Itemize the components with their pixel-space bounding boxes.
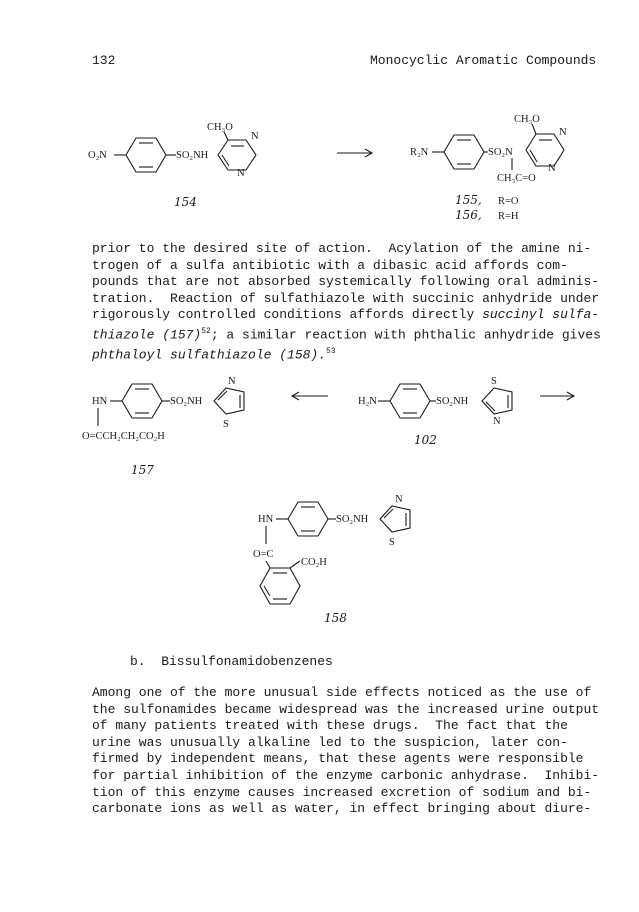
compound-154-structure xyxy=(88,122,259,209)
s-157: S xyxy=(223,419,229,430)
paragraph-1 xyxy=(92,241,612,364)
p2-line: Among one of the more unusual side effects noticed as the use of xyxy=(92,685,592,700)
p2-line: urine was unusually alkaline led to the suspicion, later con- xyxy=(92,734,568,750)
methoxy-154: CH₃O xyxy=(207,122,233,133)
hn-157: HN xyxy=(92,396,108,407)
p1-line: phthaloyl sulfathiazole (158).$^{53}$ xyxy=(92,346,336,363)
n-157: N xyxy=(228,376,236,387)
label-155-r: R=O xyxy=(498,196,519,207)
section-heading: b. Bissulfonamidobenzenes xyxy=(130,654,333,669)
methoxy-155: CH₃O xyxy=(514,114,540,125)
chain-157: O=CCH₂CH₂CO₂H xyxy=(82,431,165,442)
running-title: Monocyclic Aromatic Compounds xyxy=(370,53,597,68)
hn-158: HN xyxy=(258,514,274,525)
p1-line: prior to the desired site of action. Acylation of the amine ni- xyxy=(92,241,592,256)
so2nh-158: SO₂NH xyxy=(336,514,369,525)
s-158: S xyxy=(389,537,395,548)
paragraph-2 xyxy=(92,685,612,818)
n-bot-154: N xyxy=(237,168,245,179)
p2-line: tion of this enzyme causes increased excretion of sodium and bi- xyxy=(92,784,592,800)
n-102: N xyxy=(493,416,501,427)
p1-line: thiazole $(157)^{52}$; a similar reaction with phthalic anhydride gives xyxy=(92,326,601,343)
compound-155-156-structure xyxy=(410,114,567,222)
p1-line: trogen of a sulfa antibiotic with a dibasic acid affords com- xyxy=(92,257,568,273)
acyl-text: CH₃C=O xyxy=(497,173,536,184)
p2-line: the sulfonamides became widespread was the increased urine output xyxy=(92,701,600,717)
n-top-154: N xyxy=(251,131,259,142)
so2nh-text: SO₂NH xyxy=(176,150,209,161)
so2n-text: SO₂N xyxy=(488,147,513,158)
h2n-102: H₂N xyxy=(358,396,377,407)
p2-line: for partial inhibition of the enzyme carbonic anhydrase. Inhibi- xyxy=(92,767,600,783)
n-bot-155: N xyxy=(548,163,556,174)
scheme-154-155-156 xyxy=(0,0,639,240)
p2-line: of many patients treated with these drugs. The fact that the xyxy=(92,718,568,734)
label-155: 155, xyxy=(455,193,482,207)
compound-102-structure xyxy=(358,376,512,447)
label-156-r: R=H xyxy=(498,211,519,222)
page-number: 132 xyxy=(92,53,116,68)
p1-line: tration. Reaction of sulfathiazole with succinic anhydride under xyxy=(92,290,600,306)
n-158: N xyxy=(395,494,403,505)
n-top-155: N xyxy=(559,127,567,138)
so2nh-102: SO₂NH xyxy=(436,396,469,407)
reaction-arrow-left xyxy=(292,392,328,400)
label-158: 158 xyxy=(324,611,347,625)
reaction-arrow-1 xyxy=(337,149,372,157)
reaction-arrow-right xyxy=(540,392,574,400)
p1-line: pounds that are not absorbed systemically following oral adminis- xyxy=(92,274,600,290)
so2nh-157: SO₂NH xyxy=(170,396,203,407)
label-157: 157 xyxy=(131,463,154,477)
compound-158-structure xyxy=(253,494,410,625)
co-158: O=C xyxy=(253,549,274,560)
p2-line: carbonate ions as well as water, in effect bringing about diure- xyxy=(92,801,592,817)
co2h-158: CO₂H xyxy=(301,557,327,568)
s-102: S xyxy=(491,376,497,387)
p1-line: rigorously controlled conditions affords directly succinyl sulfa- xyxy=(92,307,600,323)
label-154: 154 xyxy=(174,195,197,209)
label-156: 156, xyxy=(455,208,482,222)
label-102: 102 xyxy=(414,433,437,447)
compound-157-structure xyxy=(82,376,244,477)
r2n-text: R₂N xyxy=(410,147,429,158)
p2-line: firmed by independent means, that these agents were responsible xyxy=(92,751,584,767)
o2n-text: O₂N xyxy=(88,150,107,161)
scheme-157-102-158 xyxy=(0,360,639,630)
